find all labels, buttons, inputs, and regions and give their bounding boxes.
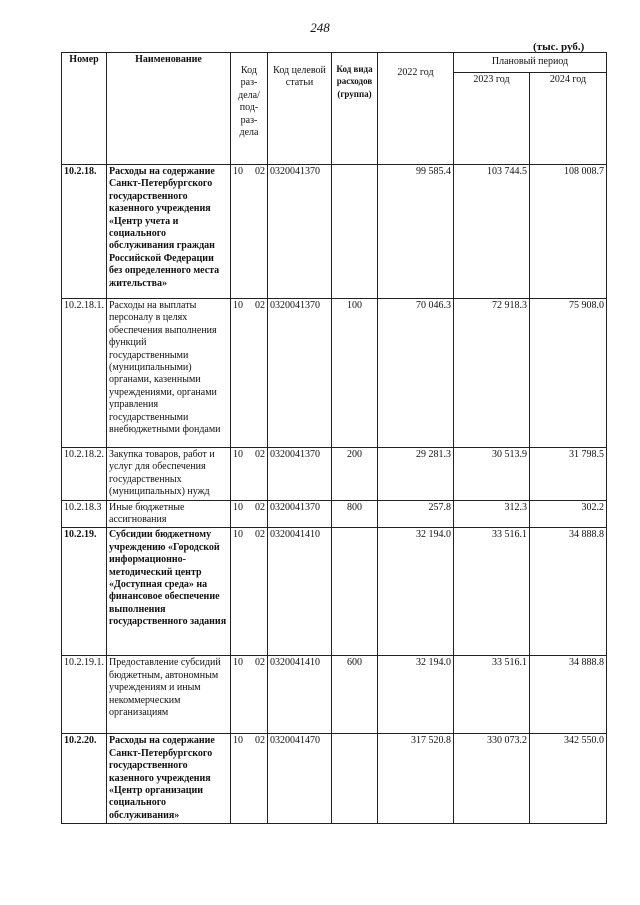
row-number: 10.2.18.3 [62, 500, 107, 528]
row-2023: 33 516.1 [454, 656, 530, 734]
row-number: 10.2.19.1. [62, 656, 107, 734]
row-2022: 99 585.4 [378, 165, 454, 299]
row-section-code [231, 656, 268, 734]
row-2024: 34 888.8 [530, 656, 607, 734]
section-code: 10 [233, 529, 243, 541]
table-row [62, 448, 607, 501]
header-planned-period: Плановый период [454, 53, 607, 73]
row-number: 10.2.19. [62, 528, 107, 656]
budget-table [61, 52, 607, 824]
section-code: 10 [233, 657, 243, 669]
row-target-code: 0320041410 [268, 656, 332, 734]
row-2022: 70 046.3 [378, 299, 454, 448]
table-row [62, 528, 607, 656]
section-code: 10 [233, 735, 243, 747]
row-2023: 330 073.2 [454, 734, 530, 824]
row-name: Субсидии бюджетному учреждению «Городской информационно-методический центр «Доступная среда» на финансовое обеспечение выполнения государственного задания [107, 528, 231, 656]
page-number: 248 [310, 20, 330, 35]
row-section-code [231, 448, 268, 501]
row-2024: 31 798.5 [530, 448, 607, 501]
row-2022: 32 194.0 [378, 528, 454, 656]
row-2024: 75 908.0 [530, 299, 607, 448]
row-2023: 72 918.3 [454, 299, 530, 448]
subsection-code: 02 [255, 300, 265, 311]
header-2024: 2024 год [530, 73, 607, 165]
header-2023: 2023 год [454, 73, 530, 165]
header-expense-code: Код вида расходов (группа) [332, 53, 378, 165]
row-number: 10.2.18.1. [62, 299, 107, 448]
row-expense-code: 100 [332, 299, 378, 448]
subsection-code: 02 [255, 501, 265, 513]
row-section-code [231, 299, 268, 448]
subsection-code: 02 [255, 735, 265, 747]
row-2024: 302.2 [530, 500, 607, 528]
row-target-code: 0320041370 [268, 165, 332, 299]
row-target-code: 0320041370 [268, 448, 332, 501]
row-name: Предоставление субсидий бюджетным, автономным учреждениям и иным некоммерческим организациям [107, 656, 231, 734]
row-2024: 34 888.8 [530, 528, 607, 656]
header-number: Номер [62, 53, 107, 165]
row-name: Иные бюджетные ассигнования [107, 500, 231, 528]
row-2023: 33 516.1 [454, 528, 530, 656]
row-target-code: 0320041370 [268, 299, 332, 448]
row-expense-code [332, 734, 378, 824]
table-row [62, 734, 607, 824]
row-2024: 342 550.0 [530, 734, 607, 824]
row-2022: 257.8 [378, 500, 454, 528]
row-name: Расходы на содержание Санкт-Петербургского государственного казенного учреждения «Центр организации социального обслуживания» [107, 734, 231, 824]
row-section-code [231, 734, 268, 824]
header-target-code: Код целевой статьи [268, 53, 332, 165]
row-target-code: 0320041370 [268, 500, 332, 528]
row-number: 10.2.18.2. [62, 448, 107, 501]
subsection-code: 02 [255, 449, 265, 460]
table-row [62, 299, 607, 448]
subsection-code: 02 [255, 657, 265, 669]
row-number: 10.2.20. [62, 734, 107, 824]
row-name: Расходы на содержание Санкт-Петербургского государственного казенного учреждения «Центр учета и социального обслуживания граждан Российской Федерации без определенного места жительства» [107, 165, 231, 299]
row-expense-code [332, 528, 378, 656]
header-name: Наименование [107, 53, 231, 165]
row-2023: 30 513.9 [454, 448, 530, 501]
row-target-code: 0320041410 [268, 528, 332, 656]
row-expense-code: 800 [332, 500, 378, 528]
subsection-code: 02 [255, 166, 265, 177]
row-expense-code: 600 [332, 656, 378, 734]
header-section-code: Код раз-дела/ под-раз-дела [231, 53, 268, 165]
row-number: 10.2.18. [62, 165, 107, 299]
section-code: 10 [233, 501, 243, 513]
section-code: 10 [233, 300, 243, 311]
units-label: (тыс. руб.) [533, 41, 585, 53]
row-2023: 312.3 [454, 500, 530, 528]
row-2022: 32 194.0 [378, 656, 454, 734]
row-target-code: 0320041470 [268, 734, 332, 824]
row-expense-code: 200 [332, 448, 378, 501]
table-row [62, 500, 607, 528]
table-row [62, 165, 607, 299]
table-body [62, 165, 607, 824]
row-2022: 29 281.3 [378, 448, 454, 501]
row-section-code [231, 165, 268, 299]
row-name: Расходы на выплаты персоналу в целях обеспечения выполнения функций государственными (муниципальными) органами, казенными учреждениями, органами управления государственными внебюджетными фондами [107, 299, 231, 448]
subsection-code: 02 [255, 529, 265, 541]
row-section-code [231, 500, 268, 528]
row-section-code [231, 528, 268, 656]
table-row [62, 656, 607, 734]
row-2024: 108 008.7 [530, 165, 607, 299]
row-2022: 317 520.8 [378, 734, 454, 824]
section-code: 10 [233, 166, 243, 177]
row-expense-code [332, 165, 378, 299]
header-2022: 2022 год [378, 53, 454, 165]
row-name: Закупка товаров, работ и услуг для обеспечения государственных (муниципальных) нужд [107, 448, 231, 501]
section-code: 10 [233, 449, 243, 460]
row-2023: 103 744.5 [454, 165, 530, 299]
